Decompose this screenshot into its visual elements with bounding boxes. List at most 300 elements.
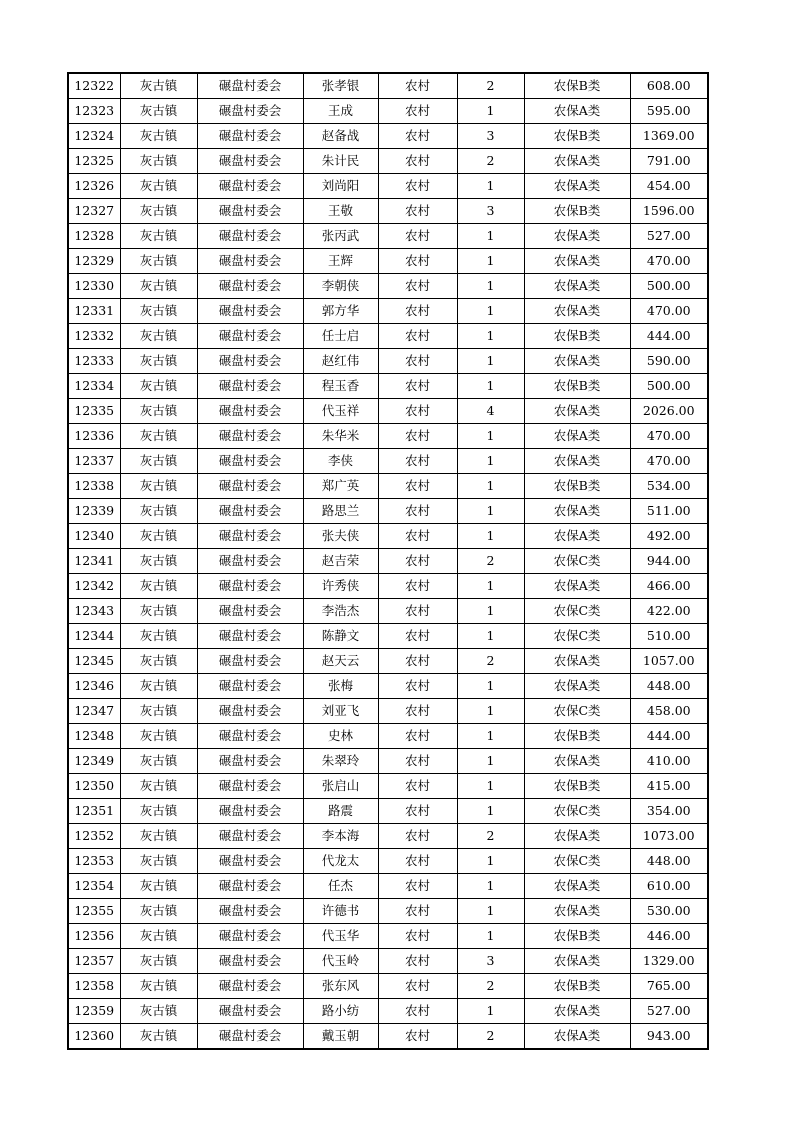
insurance-category-cell: 农保A类 xyxy=(524,99,630,124)
amount-cell: 448.00 xyxy=(630,849,708,874)
table-row xyxy=(68,399,708,424)
village-committee-cell: 碾盘村委会 xyxy=(197,424,303,449)
insurance-category-cell: 农保A类 xyxy=(524,424,630,449)
name-cell: 朱计民 xyxy=(303,149,378,174)
name-cell: 郑广英 xyxy=(303,474,378,499)
serial-cell: 12326 xyxy=(68,174,120,199)
people-count-cell: 1 xyxy=(457,574,524,599)
serial-cell: 12324 xyxy=(68,124,120,149)
amount-cell: 415.00 xyxy=(630,774,708,799)
village-committee-cell: 碾盘村委会 xyxy=(197,549,303,574)
name-cell: 张梅 xyxy=(303,674,378,699)
table-row xyxy=(68,724,708,749)
people-count-cell: 1 xyxy=(457,249,524,274)
name-cell: 史林 xyxy=(303,724,378,749)
serial-cell: 12335 xyxy=(68,399,120,424)
amount-cell: 791.00 xyxy=(630,149,708,174)
people-count-cell: 1 xyxy=(457,799,524,824)
village-committee-cell: 碾盘村委会 xyxy=(197,824,303,849)
amount-cell: 1329.00 xyxy=(630,949,708,974)
insurance-category-cell: 农保C类 xyxy=(524,849,630,874)
table-row xyxy=(68,249,708,274)
people-count-cell: 1 xyxy=(457,449,524,474)
town-cell: 灰古镇 xyxy=(120,374,197,399)
table-row xyxy=(68,174,708,199)
town-cell: 灰古镇 xyxy=(120,849,197,874)
insurance-category-cell: 农保A类 xyxy=(524,349,630,374)
town-cell: 灰古镇 xyxy=(120,999,197,1024)
name-cell: 代玉祥 xyxy=(303,399,378,424)
table-row xyxy=(68,599,708,624)
village-committee-cell: 碾盘村委会 xyxy=(197,299,303,324)
people-count-cell: 1 xyxy=(457,874,524,899)
household-type-cell: 农村 xyxy=(378,449,457,474)
serial-cell: 12332 xyxy=(68,324,120,349)
household-type-cell: 农村 xyxy=(378,99,457,124)
name-cell: 王敬 xyxy=(303,199,378,224)
data-table xyxy=(67,72,709,1050)
household-type-cell: 农村 xyxy=(378,749,457,774)
table-row xyxy=(68,1024,708,1050)
town-cell: 灰古镇 xyxy=(120,599,197,624)
amount-cell: 470.00 xyxy=(630,299,708,324)
village-committee-cell: 碾盘村委会 xyxy=(197,724,303,749)
name-cell: 赵天云 xyxy=(303,649,378,674)
amount-cell: 1057.00 xyxy=(630,649,708,674)
insurance-category-cell: 农保A类 xyxy=(524,249,630,274)
household-type-cell: 农村 xyxy=(378,949,457,974)
insurance-category-cell: 农保A类 xyxy=(524,174,630,199)
town-cell: 灰古镇 xyxy=(120,574,197,599)
town-cell: 灰古镇 xyxy=(120,149,197,174)
town-cell: 灰古镇 xyxy=(120,774,197,799)
town-cell: 灰古镇 xyxy=(120,1024,197,1050)
amount-cell: 470.00 xyxy=(630,449,708,474)
insurance-category-cell: 农保A类 xyxy=(524,1024,630,1050)
village-committee-cell: 碾盘村委会 xyxy=(197,674,303,699)
amount-cell: 466.00 xyxy=(630,574,708,599)
insurance-category-cell: 农保A类 xyxy=(524,399,630,424)
village-committee-cell: 碾盘村委会 xyxy=(197,749,303,774)
household-type-cell: 农村 xyxy=(378,73,457,99)
serial-cell: 12346 xyxy=(68,674,120,699)
name-cell: 张东风 xyxy=(303,974,378,999)
serial-cell: 12336 xyxy=(68,424,120,449)
insurance-category-cell: 农保A类 xyxy=(524,449,630,474)
table-row xyxy=(68,574,708,599)
insurance-category-cell: 农保A类 xyxy=(524,649,630,674)
name-cell: 刘尚阳 xyxy=(303,174,378,199)
name-cell: 代玉华 xyxy=(303,924,378,949)
household-type-cell: 农村 xyxy=(378,474,457,499)
amount-cell: 527.00 xyxy=(630,224,708,249)
insurance-category-cell: 农保B类 xyxy=(524,774,630,799)
amount-cell: 610.00 xyxy=(630,874,708,899)
table-row xyxy=(68,524,708,549)
name-cell: 路思兰 xyxy=(303,499,378,524)
household-type-cell: 农村 xyxy=(378,924,457,949)
table-row xyxy=(68,999,708,1024)
town-cell: 灰古镇 xyxy=(120,174,197,199)
village-committee-cell: 碾盘村委会 xyxy=(197,774,303,799)
insurance-category-cell: 农保B类 xyxy=(524,73,630,99)
amount-cell: 1073.00 xyxy=(630,824,708,849)
name-cell: 张丙武 xyxy=(303,224,378,249)
people-count-cell: 1 xyxy=(457,474,524,499)
village-committee-cell: 碾盘村委会 xyxy=(197,374,303,399)
people-count-cell: 1 xyxy=(457,999,524,1024)
serial-cell: 12355 xyxy=(68,899,120,924)
amount-cell: 454.00 xyxy=(630,174,708,199)
village-committee-cell: 碾盘村委会 xyxy=(197,224,303,249)
insurance-category-cell: 农保A类 xyxy=(524,674,630,699)
village-committee-cell: 碾盘村委会 xyxy=(197,599,303,624)
people-count-cell: 1 xyxy=(457,424,524,449)
people-count-cell: 1 xyxy=(457,224,524,249)
serial-cell: 12327 xyxy=(68,199,120,224)
household-type-cell: 农村 xyxy=(378,849,457,874)
insurance-category-cell: 农保B类 xyxy=(524,374,630,399)
household-type-cell: 农村 xyxy=(378,174,457,199)
household-type-cell: 农村 xyxy=(378,374,457,399)
name-cell: 许德书 xyxy=(303,899,378,924)
household-type-cell: 农村 xyxy=(378,624,457,649)
village-committee-cell: 碾盘村委会 xyxy=(197,924,303,949)
household-type-cell: 农村 xyxy=(378,774,457,799)
amount-cell: 1596.00 xyxy=(630,199,708,224)
people-count-cell: 1 xyxy=(457,849,524,874)
people-count-cell: 3 xyxy=(457,199,524,224)
village-committee-cell: 碾盘村委会 xyxy=(197,349,303,374)
insurance-category-cell: 农保A类 xyxy=(524,749,630,774)
name-cell: 任士启 xyxy=(303,324,378,349)
town-cell: 灰古镇 xyxy=(120,199,197,224)
serial-cell: 12329 xyxy=(68,249,120,274)
household-type-cell: 农村 xyxy=(378,349,457,374)
serial-cell: 12357 xyxy=(68,949,120,974)
town-cell: 灰古镇 xyxy=(120,699,197,724)
town-cell: 灰古镇 xyxy=(120,274,197,299)
table-row xyxy=(68,349,708,374)
insurance-category-cell: 农保A类 xyxy=(524,524,630,549)
table-row xyxy=(68,73,708,99)
insurance-category-cell: 农保B类 xyxy=(524,724,630,749)
table-row xyxy=(68,424,708,449)
amount-cell: 444.00 xyxy=(630,324,708,349)
people-count-cell: 2 xyxy=(457,974,524,999)
village-committee-cell: 碾盘村委会 xyxy=(197,124,303,149)
table-row xyxy=(68,924,708,949)
town-cell: 灰古镇 xyxy=(120,449,197,474)
table-row xyxy=(68,274,708,299)
name-cell: 王辉 xyxy=(303,249,378,274)
serial-cell: 12350 xyxy=(68,774,120,799)
people-count-cell: 1 xyxy=(457,274,524,299)
insurance-category-cell: 农保A类 xyxy=(524,224,630,249)
amount-cell: 943.00 xyxy=(630,1024,708,1050)
amount-cell: 410.00 xyxy=(630,749,708,774)
people-count-cell: 2 xyxy=(457,149,524,174)
town-cell: 灰古镇 xyxy=(120,649,197,674)
table-row xyxy=(68,974,708,999)
amount-cell: 527.00 xyxy=(630,999,708,1024)
household-type-cell: 农村 xyxy=(378,999,457,1024)
household-type-cell: 农村 xyxy=(378,874,457,899)
people-count-cell: 1 xyxy=(457,624,524,649)
serial-cell: 12348 xyxy=(68,724,120,749)
table-row xyxy=(68,224,708,249)
name-cell: 王成 xyxy=(303,99,378,124)
amount-cell: 511.00 xyxy=(630,499,708,524)
people-count-cell: 2 xyxy=(457,549,524,574)
name-cell: 张孝银 xyxy=(303,73,378,99)
name-cell: 任杰 xyxy=(303,874,378,899)
town-cell: 灰古镇 xyxy=(120,799,197,824)
town-cell: 灰古镇 xyxy=(120,924,197,949)
people-count-cell: 1 xyxy=(457,499,524,524)
name-cell: 李侠 xyxy=(303,449,378,474)
table-row xyxy=(68,649,708,674)
table-row xyxy=(68,549,708,574)
insurance-category-cell: 农保A类 xyxy=(524,149,630,174)
town-cell: 灰古镇 xyxy=(120,749,197,774)
name-cell: 李朝侠 xyxy=(303,274,378,299)
household-type-cell: 农村 xyxy=(378,649,457,674)
amount-cell: 446.00 xyxy=(630,924,708,949)
table-row xyxy=(68,874,708,899)
serial-cell: 12349 xyxy=(68,749,120,774)
people-count-cell: 2 xyxy=(457,73,524,99)
town-cell: 灰古镇 xyxy=(120,949,197,974)
serial-cell: 12359 xyxy=(68,999,120,1024)
household-type-cell: 农村 xyxy=(378,299,457,324)
table-row xyxy=(68,499,708,524)
table-body xyxy=(68,73,708,1049)
serial-cell: 12328 xyxy=(68,224,120,249)
insurance-category-cell: 农保B类 xyxy=(524,924,630,949)
amount-cell: 422.00 xyxy=(630,599,708,624)
village-committee-cell: 碾盘村委会 xyxy=(197,874,303,899)
serial-cell: 12352 xyxy=(68,824,120,849)
serial-cell: 12339 xyxy=(68,499,120,524)
amount-cell: 458.00 xyxy=(630,699,708,724)
household-type-cell: 农村 xyxy=(378,549,457,574)
insurance-category-cell: 农保C类 xyxy=(524,549,630,574)
amount-cell: 1369.00 xyxy=(630,124,708,149)
table-row xyxy=(68,149,708,174)
people-count-cell: 1 xyxy=(457,599,524,624)
household-type-cell: 农村 xyxy=(378,249,457,274)
amount-cell: 608.00 xyxy=(630,73,708,99)
name-cell: 郭方华 xyxy=(303,299,378,324)
household-type-cell: 农村 xyxy=(378,799,457,824)
amount-cell: 534.00 xyxy=(630,474,708,499)
village-committee-cell: 碾盘村委会 xyxy=(197,474,303,499)
town-cell: 灰古镇 xyxy=(120,974,197,999)
insurance-category-cell: 农保A类 xyxy=(524,899,630,924)
town-cell: 灰古镇 xyxy=(120,674,197,699)
name-cell: 路震 xyxy=(303,799,378,824)
name-cell: 张夫侠 xyxy=(303,524,378,549)
amount-cell: 444.00 xyxy=(630,724,708,749)
people-count-cell: 1 xyxy=(457,99,524,124)
insurance-category-cell: 农保A类 xyxy=(524,574,630,599)
village-committee-cell: 碾盘村委会 xyxy=(197,899,303,924)
people-count-cell: 1 xyxy=(457,674,524,699)
insurance-category-cell: 农保B类 xyxy=(524,199,630,224)
amount-cell: 492.00 xyxy=(630,524,708,549)
people-count-cell: 1 xyxy=(457,374,524,399)
insurance-category-cell: 农保B类 xyxy=(524,124,630,149)
serial-cell: 12337 xyxy=(68,449,120,474)
table-row xyxy=(68,449,708,474)
village-committee-cell: 碾盘村委会 xyxy=(197,799,303,824)
town-cell: 灰古镇 xyxy=(120,324,197,349)
amount-cell: 944.00 xyxy=(630,549,708,574)
insurance-category-cell: 农保C类 xyxy=(524,624,630,649)
household-type-cell: 农村 xyxy=(378,224,457,249)
village-committee-cell: 碾盘村委会 xyxy=(197,174,303,199)
people-count-cell: 3 xyxy=(457,949,524,974)
table-row xyxy=(68,99,708,124)
table-row xyxy=(68,799,708,824)
amount-cell: 500.00 xyxy=(630,374,708,399)
name-cell: 许秀侠 xyxy=(303,574,378,599)
household-type-cell: 农村 xyxy=(378,274,457,299)
table-row xyxy=(68,374,708,399)
village-committee-cell: 碾盘村委会 xyxy=(197,274,303,299)
insurance-category-cell: 农保A类 xyxy=(524,499,630,524)
people-count-cell: 1 xyxy=(457,324,524,349)
serial-cell: 12342 xyxy=(68,574,120,599)
table-row xyxy=(68,674,708,699)
serial-cell: 12333 xyxy=(68,349,120,374)
table-row xyxy=(68,199,708,224)
insurance-category-cell: 农保A类 xyxy=(524,999,630,1024)
name-cell: 刘亚飞 xyxy=(303,699,378,724)
serial-cell: 12344 xyxy=(68,624,120,649)
insurance-category-cell: 农保B类 xyxy=(524,974,630,999)
serial-cell: 12331 xyxy=(68,299,120,324)
people-count-cell: 2 xyxy=(457,649,524,674)
village-committee-cell: 碾盘村委会 xyxy=(197,1024,303,1050)
insurance-category-cell: 农保A类 xyxy=(524,299,630,324)
name-cell: 赵红伟 xyxy=(303,349,378,374)
people-count-cell: 1 xyxy=(457,899,524,924)
table-row xyxy=(68,749,708,774)
town-cell: 灰古镇 xyxy=(120,349,197,374)
serial-cell: 12351 xyxy=(68,799,120,824)
serial-cell: 12322 xyxy=(68,73,120,99)
serial-cell: 12323 xyxy=(68,99,120,124)
village-committee-cell: 碾盘村委会 xyxy=(197,149,303,174)
village-committee-cell: 碾盘村委会 xyxy=(197,73,303,99)
table-row xyxy=(68,774,708,799)
village-committee-cell: 碾盘村委会 xyxy=(197,699,303,724)
serial-cell: 12353 xyxy=(68,849,120,874)
town-cell: 灰古镇 xyxy=(120,474,197,499)
serial-cell: 12345 xyxy=(68,649,120,674)
name-cell: 陈静文 xyxy=(303,624,378,649)
village-committee-cell: 碾盘村委会 xyxy=(197,524,303,549)
household-type-cell: 农村 xyxy=(378,599,457,624)
amount-cell: 470.00 xyxy=(630,249,708,274)
town-cell: 灰古镇 xyxy=(120,99,197,124)
village-committee-cell: 碾盘村委会 xyxy=(197,574,303,599)
amount-cell: 470.00 xyxy=(630,424,708,449)
table-row xyxy=(68,824,708,849)
household-type-cell: 农村 xyxy=(378,699,457,724)
town-cell: 灰古镇 xyxy=(120,399,197,424)
insurance-category-cell: 农保C类 xyxy=(524,599,630,624)
village-committee-cell: 碾盘村委会 xyxy=(197,999,303,1024)
serial-cell: 12343 xyxy=(68,599,120,624)
people-count-cell: 1 xyxy=(457,749,524,774)
village-committee-cell: 碾盘村委会 xyxy=(197,649,303,674)
serial-cell: 12325 xyxy=(68,149,120,174)
name-cell: 路小纺 xyxy=(303,999,378,1024)
town-cell: 灰古镇 xyxy=(120,424,197,449)
town-cell: 灰古镇 xyxy=(120,624,197,649)
name-cell: 赵吉荣 xyxy=(303,549,378,574)
people-count-cell: 1 xyxy=(457,349,524,374)
amount-cell: 354.00 xyxy=(630,799,708,824)
insurance-category-cell: 农保A类 xyxy=(524,274,630,299)
town-cell: 灰古镇 xyxy=(120,899,197,924)
serial-cell: 12340 xyxy=(68,524,120,549)
insurance-category-cell: 农保A类 xyxy=(524,949,630,974)
household-type-cell: 农村 xyxy=(378,149,457,174)
village-committee-cell: 碾盘村委会 xyxy=(197,949,303,974)
people-count-cell: 1 xyxy=(457,724,524,749)
name-cell: 赵备战 xyxy=(303,124,378,149)
name-cell: 程玉香 xyxy=(303,374,378,399)
household-type-cell: 农村 xyxy=(378,1024,457,1050)
serial-cell: 12354 xyxy=(68,874,120,899)
village-committee-cell: 碾盘村委会 xyxy=(197,399,303,424)
town-cell: 灰古镇 xyxy=(120,299,197,324)
household-type-cell: 农村 xyxy=(378,524,457,549)
serial-cell: 12338 xyxy=(68,474,120,499)
table-row xyxy=(68,699,708,724)
household-type-cell: 农村 xyxy=(378,424,457,449)
table-row xyxy=(68,299,708,324)
household-type-cell: 农村 xyxy=(378,399,457,424)
village-committee-cell: 碾盘村委会 xyxy=(197,324,303,349)
village-committee-cell: 碾盘村委会 xyxy=(197,249,303,274)
amount-cell: 590.00 xyxy=(630,349,708,374)
household-type-cell: 农村 xyxy=(378,674,457,699)
serial-cell: 12330 xyxy=(68,274,120,299)
name-cell: 朱翠玲 xyxy=(303,749,378,774)
village-committee-cell: 碾盘村委会 xyxy=(197,849,303,874)
village-committee-cell: 碾盘村委会 xyxy=(197,199,303,224)
serial-cell: 12347 xyxy=(68,699,120,724)
town-cell: 灰古镇 xyxy=(120,524,197,549)
insurance-category-cell: 农保C类 xyxy=(524,799,630,824)
people-count-cell: 2 xyxy=(457,824,524,849)
serial-cell: 12334 xyxy=(68,374,120,399)
town-cell: 灰古镇 xyxy=(120,549,197,574)
people-count-cell: 4 xyxy=(457,399,524,424)
table-row xyxy=(68,324,708,349)
name-cell: 代玉岭 xyxy=(303,949,378,974)
town-cell: 灰古镇 xyxy=(120,499,197,524)
household-type-cell: 农村 xyxy=(378,974,457,999)
table-row xyxy=(68,899,708,924)
insurance-category-cell: 农保B类 xyxy=(524,474,630,499)
people-count-cell: 2 xyxy=(457,1024,524,1050)
